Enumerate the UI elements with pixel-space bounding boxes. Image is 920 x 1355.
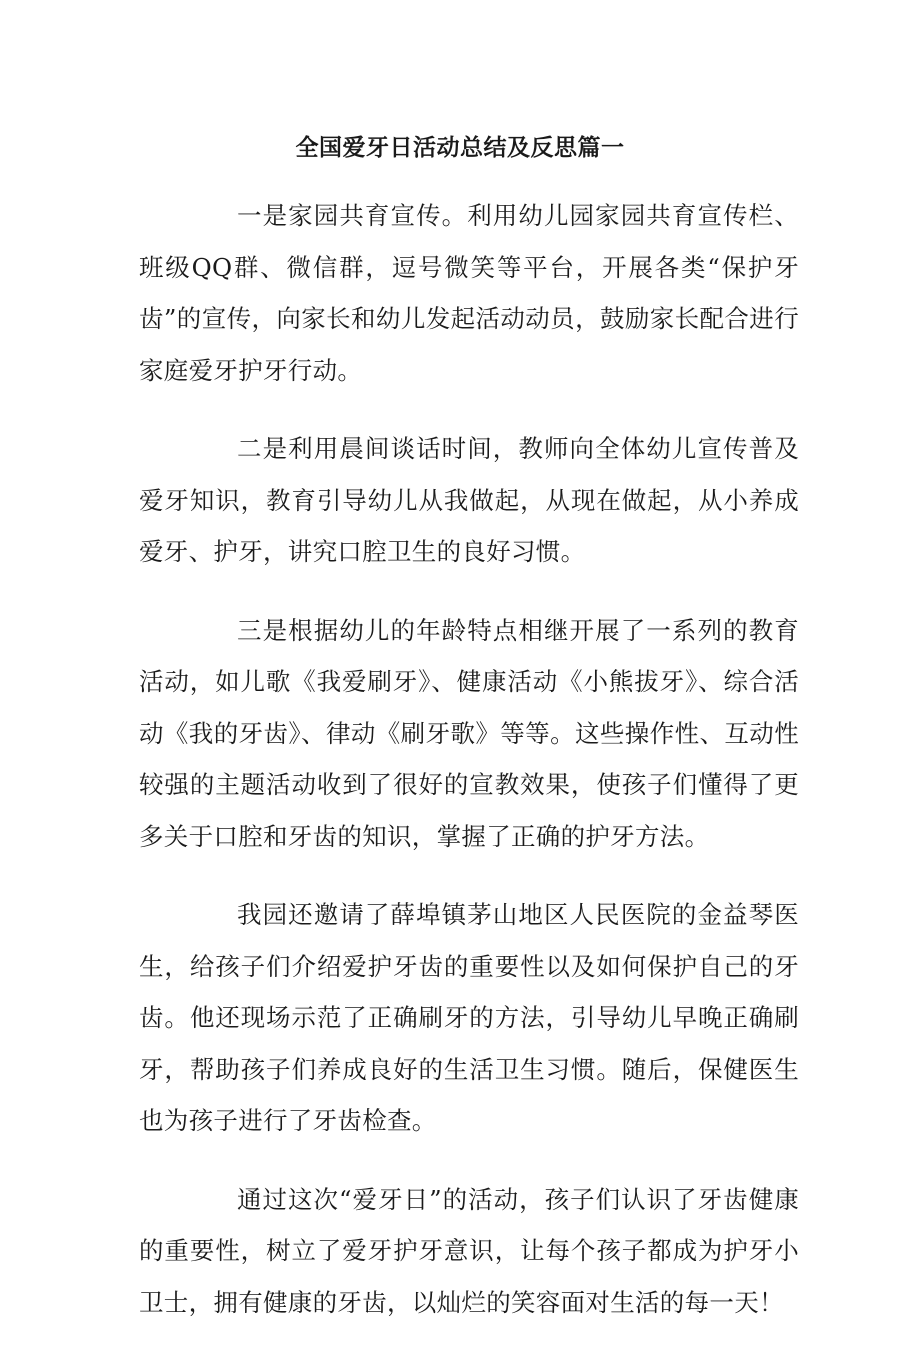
paragraph-education-activities: 三是根据幼儿的年龄特点相继开展了一系列的教育活动，如儿歌《我爱刷牙》、健康活动《小熊拔牙》、综合活动《我的牙齿》、律动《刷牙歌》等等。这些操作性、互动性较强的主题活动收到了很好的宣教效果，使孩子们懂得了更多关于口腔和牙齿的知识，掌握了正确的护牙方法。 <box>139 615 799 851</box>
paragraph-doctor-visit: 我园还邀请了薛埠镇茅山地区人民医院的金益琴医生，给孩子们介绍爱护牙齿的重要性以及如何保护自己的牙齿。他还现场示范了正确刷牙的方法，引导幼儿早晚正确刷牙，帮助孩子们养成良好的生活卫生习惯。随后，保健医生也为孩子进行了牙齿检查。 <box>139 900 799 1135</box>
paragraph-conclusion: 通过这次“爱牙日”的活动，孩子们认识了牙齿健康的重要性，树立了爱牙护牙意识，让每个孩子都成为护牙小卫士，拥有健康的牙齿，以灿烂的笑容面对生活的每一天！ <box>139 1184 799 1317</box>
document-body <box>139 190 799 1355</box>
paragraph-morning-talk: 二是利用晨间谈话时间，教师向全体幼儿宣传普及爱牙知识，教育引导幼儿从我做起，从现在做起，从小养成爱牙、护牙，讲究口腔卫生的良好习惯。 <box>139 434 799 566</box>
paragraph-home-school-promotion: 一是家园共育宣传。利用幼儿园家园共育宣传栏、班级QQ群、微信群，逗号微笑等平台，开展各类“保护牙齿”的宣传，向家长和幼儿发起活动动员，鼓励家长配合进行家庭爱牙护牙行动。 <box>139 201 799 385</box>
document-title: 全国爱牙日活动总结及反思篇一 <box>295 135 625 161</box>
